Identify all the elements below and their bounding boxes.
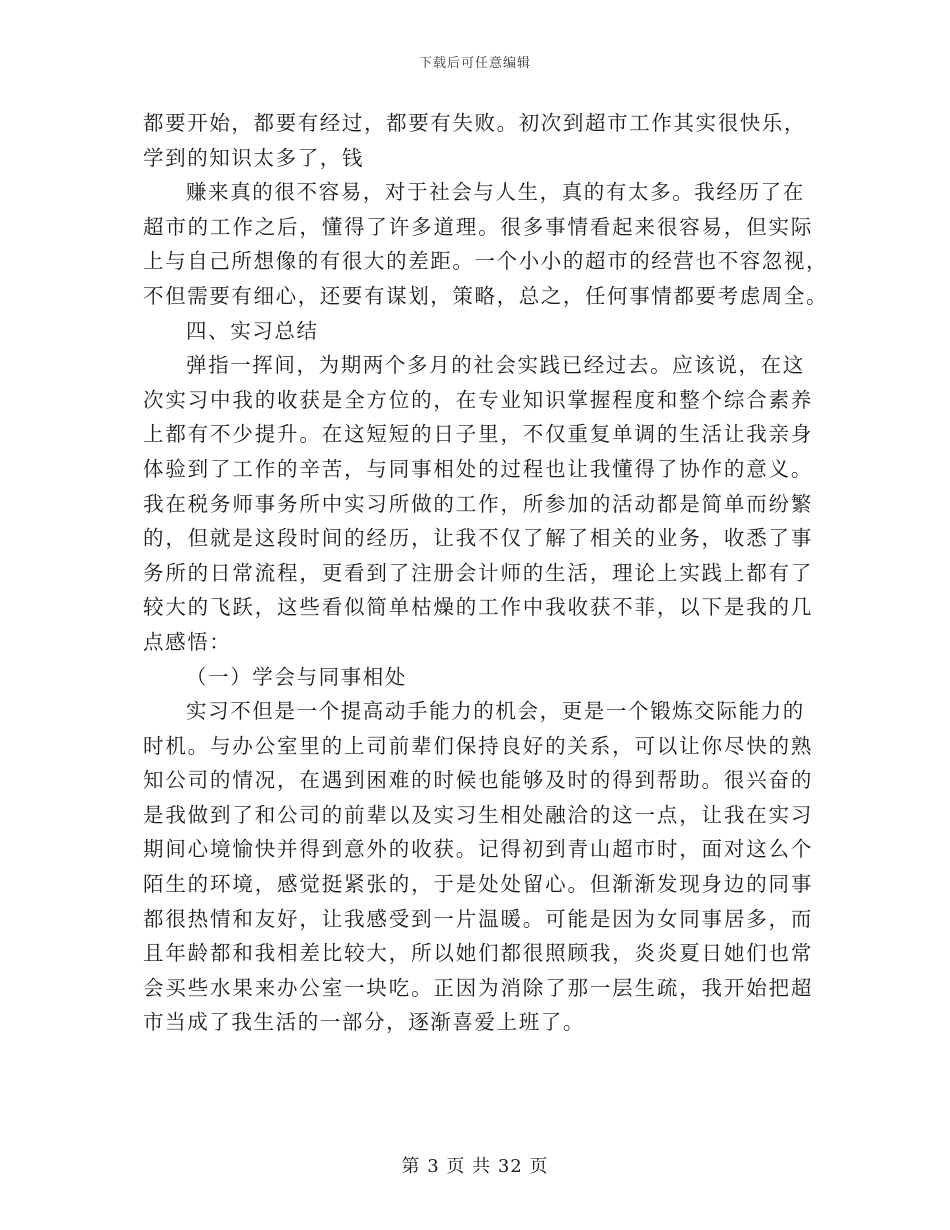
text-line: 上与自己所想像的有很大的差距。一个小小的超市的经营也不容忽视， (143, 249, 829, 274)
text-line: 我在税务师事务所中实习所做的工作，所参加的活动都是简单而纷繁 (143, 491, 813, 516)
text-line: 赚来真的很不容易，对于社会与人生，真的有太多。我经历了在 (186, 180, 805, 205)
text-line: 会买些水果来办公室一块吃。正因为消除了那一层生疏，我开始把超 (143, 975, 813, 1000)
page-footer: 第 3 页 共 32 页 (401, 1156, 549, 1177)
text-line: 且年龄都和我相差比较大，所以她们都很照顾我，炎炎夏日她们也常 (143, 941, 813, 966)
text-line: 体验到了工作的辛苦，与同事相处的过程也让我懂得了协作的意义。 (143, 456, 813, 481)
section-heading: 四、实习总结 (186, 318, 319, 343)
text-line: 超市的工作之后，懂得了许多道理。很多事情看起来很容易，但实际 (143, 214, 813, 239)
text-line: 学到的知识太多了，钱 (143, 145, 364, 170)
text-line: 的，但就是这段时间的经历，让我不仅了解了相关的业务，收悉了事 (143, 526, 813, 551)
text-line: 弹指一挥间，为期两个多月的社会实践已经过去。应该说，在这 (186, 353, 805, 378)
text-line: 上都有不少提升。在这短短的日子里，不仅重复单调的生活让我亲身 (143, 422, 813, 447)
text-line: 都要开始，都要有经过，都要有失败。初次到超市工作其实很快乐， (143, 111, 806, 135)
text-line: 点感悟： (143, 629, 232, 654)
text-line: 不但需要有细心，还要有谋划，策略，总之，任何事情都要考虑周全。 (143, 283, 829, 308)
document-body (143, 106, 829, 1040)
text-line: 期间心境愉快并得到意外的收获。记得初到青山超市时，面对这么个 (143, 837, 813, 862)
text-line: 都很热情和友好，让我感受到一片温暖。可能是因为女同事居多，而 (143, 906, 813, 931)
text-line: 较大的飞跃，这些看似简单枯燥的工作中我收获不菲，以下是我的几 (143, 595, 813, 620)
text-line: 是我做到了和公司的前辈以及实习生相处融洽的这一点，让我在实习 (143, 802, 813, 827)
text-line: 时机。与办公室里的上司前辈们保持良好的关系，可以让你尽快的熟 (143, 733, 813, 758)
text-line: 知公司的情况，在遇到困难的时候也能够及时的得到帮助。很兴奋的 (143, 768, 813, 793)
text-line: 实习不但是一个提高动手能力的机会，更是一个锻炼交际能力的 (186, 699, 805, 724)
page-header-note: 下载后可任意编辑 (418, 56, 531, 71)
text-line: 次实习中我的收获是全方位的，在专业知识掌握程度和整个综合素养 (143, 387, 813, 412)
subsection-heading: （一）学会与同事相处 (186, 664, 407, 689)
text-line: 务所的日常流程，更看到了注册会计师的生活，理论上实践上都有了 (143, 560, 813, 585)
text-line: 市当成了我生活的一部分，逐渐喜爱上班了。 (143, 1010, 585, 1035)
text-line: 陌生的环境，感觉挺紧张的，于是处处留心。但渐渐发现身边的同事 (143, 872, 813, 897)
